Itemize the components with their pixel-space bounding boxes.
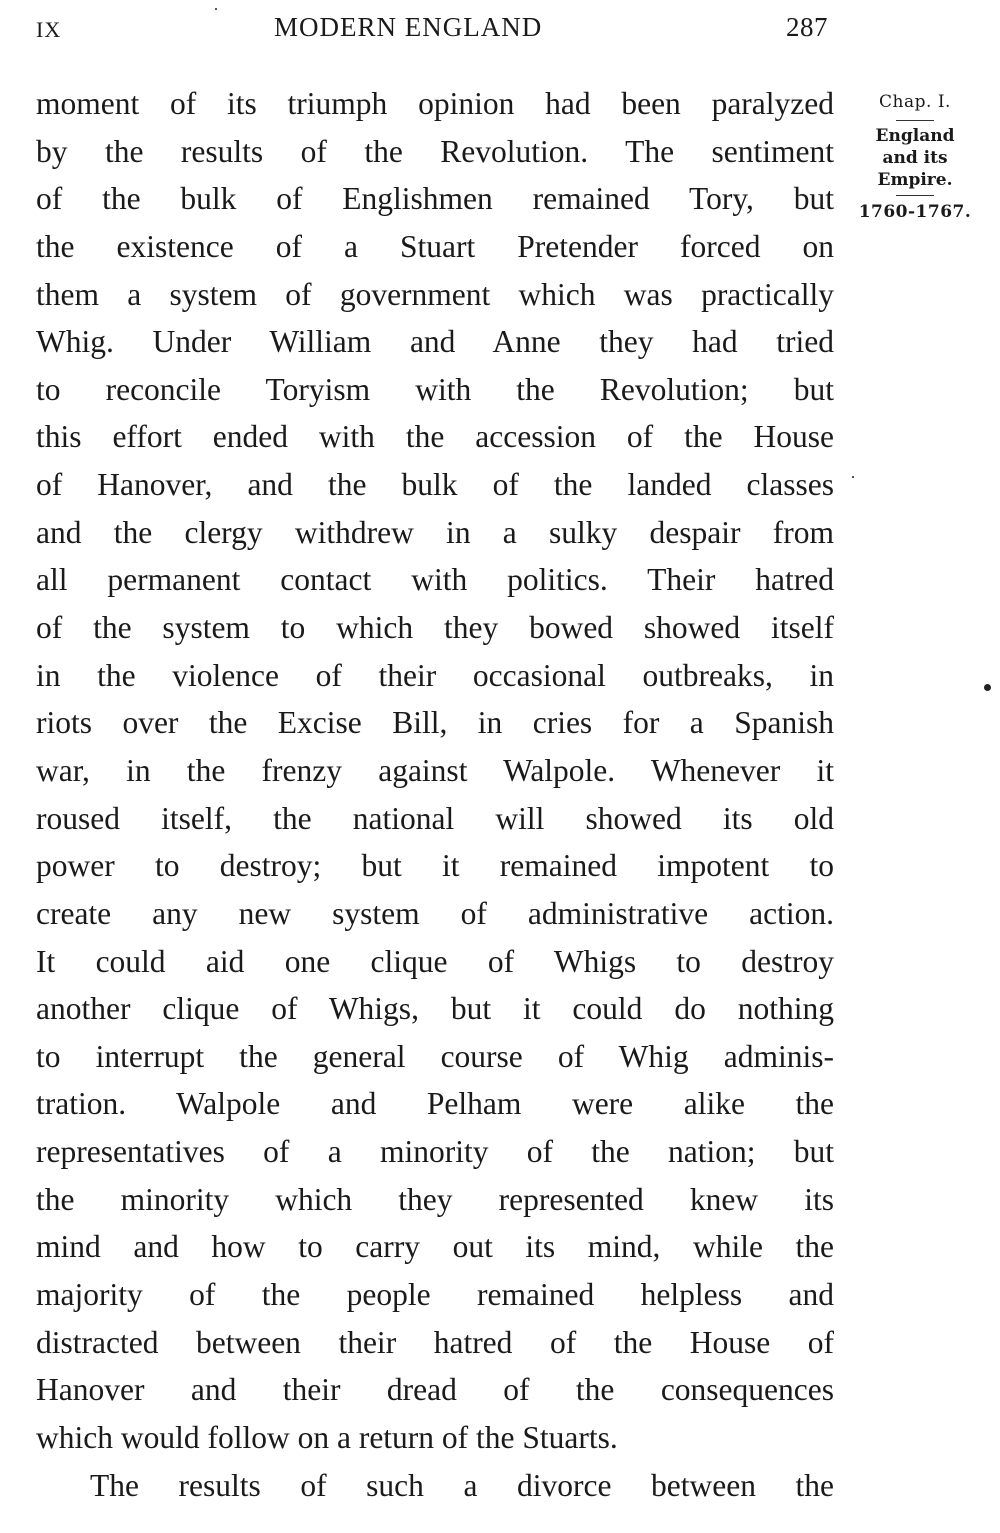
running-head: [0, 12, 1000, 48]
ink-speck: [215, 8, 217, 10]
ink-speck: [984, 684, 991, 691]
margin-note-chapter: Chap. I.: [879, 92, 951, 112]
text-line-6: Whig. Under William and Anne they had tried: [36, 324, 834, 360]
ink-speck: [852, 476, 854, 478]
text-line-10: and the clergy withdrew in a sulky despair from: [36, 514, 834, 550]
text-line-20: another clique of Whigs, but it could do nothing: [36, 991, 834, 1027]
text-line-3: of the bulk of Englishmen remained Tory, but: [36, 181, 834, 217]
text-line-19: It could aid one clique of Whigs to destroy: [36, 943, 834, 979]
margin-note-topic-line-3: Empire.: [877, 170, 953, 190]
text-line-30: The results of such a divorce between the: [90, 1467, 834, 1503]
body-text: [36, 80, 834, 1509]
book-title: MODERN ENGLAND: [274, 12, 543, 42]
text-line-26: majority of the people remained helpless and: [36, 1277, 834, 1313]
text-line-1: moment of its triumph opinion had been paralyzed: [36, 86, 834, 121]
page-number: 287: [786, 12, 828, 42]
margin-note-rule-top: [896, 120, 934, 121]
text-line-12: of the system to which they bowed showed itself: [36, 610, 834, 646]
text-line-11: all permanent contact with politics. Their hatred: [36, 562, 834, 598]
margin-note-rule-bottom: [896, 195, 934, 196]
text-line-28: Hanover and their dread of the consequences: [36, 1372, 834, 1408]
text-line-29: which would follow on a return of the Stuarts.: [36, 1419, 618, 1455]
text-line-24: the minority which they represented knew its: [36, 1181, 834, 1217]
text-line-9: of Hanover, and the bulk of the landed classes: [36, 467, 834, 503]
text-line-14: riots over the Excise Bill, in cries for a Spanish: [36, 705, 834, 741]
chapter-roman-numeral: IX: [36, 17, 62, 42]
text-line-13: in the violence of their occasional outbreaks, in: [36, 657, 834, 693]
margin-note-topic-line-1: England: [875, 126, 955, 146]
text-line-15: war, in the frenzy against Walpole. Whenever it: [36, 752, 834, 788]
text-line-25: mind and how to carry out its mind, while the: [36, 1229, 834, 1265]
text-line-2: by the results of the Revolution. The sentiment: [36, 133, 834, 169]
text-line-27: distracted between their hatred of the House of: [36, 1324, 834, 1360]
margin-note-dates: 1760-1767.: [858, 202, 972, 222]
text-line-5: them a system of government which was practically: [36, 276, 834, 312]
text-line-22: tration. Walpole and Pelham were alike the: [36, 1086, 834, 1122]
margin-note: [852, 88, 978, 224]
text-line-23: representatives of a minority of the nation; but: [36, 1134, 834, 1170]
text-line-18: create any new system of administrative action.: [36, 895, 834, 931]
text-line-4: the existence of a Stuart Pretender forced on: [36, 228, 834, 264]
text-line-17: power to destroy; but it remained impotent to: [36, 848, 834, 884]
text-line-21: to interrupt the general course of Whig adminis-: [36, 1038, 834, 1074]
text-line-8: this effort ended with the accession of the House: [36, 419, 834, 455]
text-line-7: to reconcile Toryism with the Revolution; but: [36, 371, 834, 407]
margin-note-topic-line-2: and its: [882, 148, 948, 168]
text-line-16: roused itself, the national will showed its old: [36, 800, 834, 836]
